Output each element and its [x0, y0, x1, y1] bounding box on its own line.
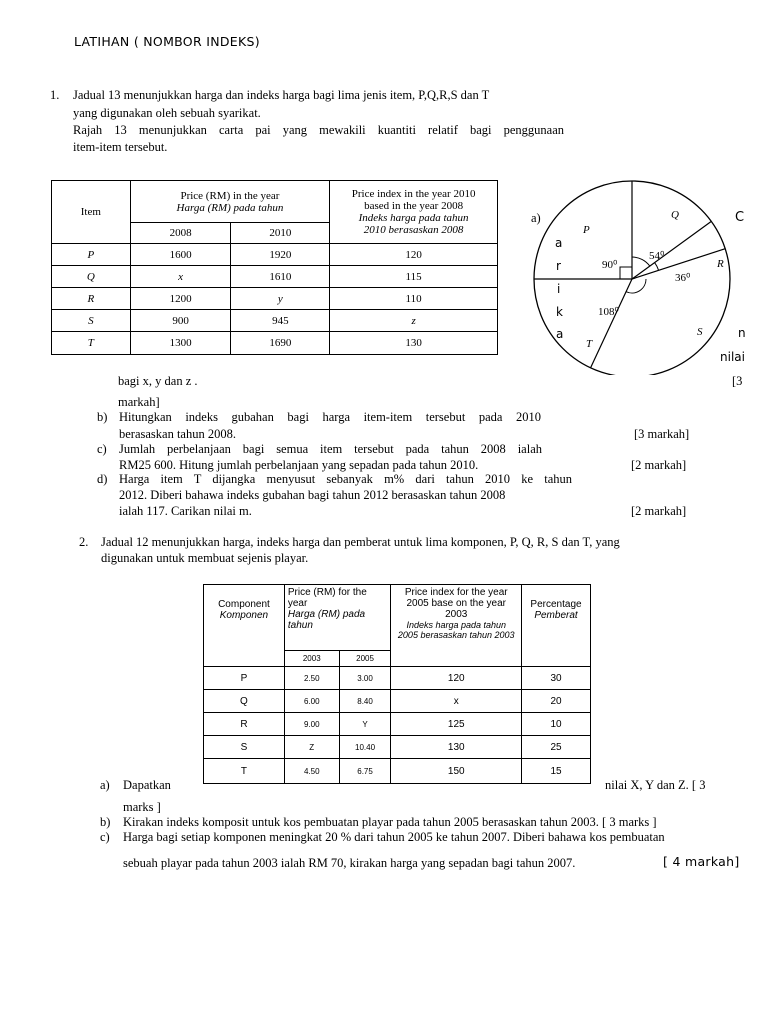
q2-intro-line2: digunakan untuk membuat sejenis playar.: [101, 551, 309, 565]
cell-item: P: [52, 244, 131, 266]
cell-index: x: [391, 690, 522, 713]
cell-index: 130: [330, 332, 498, 355]
q1-c-line1: Jumlah perbelanjaan bagi semua item tersebut pada tahun 2008 ialah: [119, 442, 542, 456]
pie-label-r: R: [717, 258, 724, 270]
q1-b-line1: Hitungkan indeks gubahan bagi harga item-item tersebut pada 2010: [119, 410, 541, 424]
q1-c-line2: RM25 600. Hitung jumlah perbelanjaan yang sepadan pada tahun 2010.: [119, 458, 479, 472]
q1-intro-line4: item-item tersebut.: [73, 140, 168, 154]
cell-price-2005: Y: [339, 713, 391, 736]
cell-percentage: 30: [522, 667, 591, 690]
cell-percentage: 10: [522, 713, 591, 736]
q1-b-line2: berasaskan tahun 2008.: [119, 427, 236, 441]
q2-a-dapatkan: Dapatkan: [123, 778, 171, 792]
cell-price-2010: 1920: [231, 244, 330, 266]
cell-price-2005: 10.40: [339, 736, 391, 759]
cell-price-2010: 1610: [231, 266, 330, 288]
header-year-2005: 2005: [339, 651, 391, 667]
q2-intro-line1: Jadual 12 menunjukkan harga, indeks harga dan pemberat untuk lima komponen, P, Q, R, S dan T, yang: [101, 535, 620, 549]
header-year-2008: 2008: [130, 223, 231, 244]
q1-a-letter-n: n: [738, 326, 746, 340]
cell-index: 150: [391, 759, 522, 784]
table-row: [52, 266, 498, 288]
q1-a-bagi: bagi x, y dan z .: [118, 374, 198, 388]
cell-item: Q: [52, 266, 131, 288]
cell-price-2003: Z: [284, 736, 339, 759]
angle-54: 54⁰: [649, 250, 665, 262]
angle-36: 36⁰: [675, 272, 691, 284]
table-row: [52, 288, 498, 310]
header-year-2010: 2010: [231, 223, 330, 244]
cell-index: 120: [330, 244, 498, 266]
angle-arc-36: [655, 263, 659, 271]
cell-component: S: [204, 736, 285, 759]
q2-c-label: c): [100, 830, 110, 844]
q1-a-vertical-1: a: [555, 236, 563, 250]
q2-a-marks: marks ]: [123, 800, 161, 814]
q1-c-mark: [2 markah]: [631, 458, 687, 472]
table-row: [52, 244, 498, 266]
cell-price-2010: y: [231, 288, 330, 310]
cell-price-2005: 3.00: [339, 667, 391, 690]
q1-a-vertical-2: r: [556, 259, 561, 273]
cell-index: 130: [391, 736, 522, 759]
table-row: [204, 736, 591, 759]
right-angle-marker: [620, 267, 632, 279]
table-row: [52, 332, 498, 355]
header-price: Price (RM) in the year Harga (RM) pada tahun: [130, 181, 330, 223]
cell-index: 120: [391, 667, 522, 690]
q1-d-line2: 2012. Diberi bahawa indeks gubahan bagi tahun 2012 berasaskan tahun 2008: [119, 488, 506, 502]
cell-price-2005: 6.75: [339, 759, 391, 784]
table-12: [203, 584, 591, 784]
q2-number: 2.: [79, 535, 89, 549]
cell-percentage: 20: [522, 690, 591, 713]
pie-label-t: T: [586, 338, 593, 350]
table-row: [204, 690, 591, 713]
table-row: [204, 667, 591, 690]
q1-d-mark: [2 markah]: [631, 504, 687, 518]
cell-index: 125: [391, 713, 522, 736]
pie-label-q: Q: [671, 209, 679, 221]
table-header-row: [204, 585, 591, 651]
cell-component: T: [204, 759, 285, 784]
table-header-row: [52, 181, 498, 223]
q1-c-label: c): [97, 442, 107, 456]
header-year-2003: 2003: [284, 651, 339, 667]
cell-price-2010: 1690: [231, 332, 330, 355]
table-row: [52, 310, 498, 332]
cell-price-2010: 945: [231, 310, 330, 332]
cell-price-2008: 1600: [130, 244, 231, 266]
cell-price-2003: 9.00: [284, 713, 339, 736]
q2-b-label: b): [100, 815, 111, 829]
cell-price-2003: 6.00: [284, 690, 339, 713]
header-price: Price (RM) for the year Harga (RM) pada tahun: [284, 585, 391, 651]
cell-price-2003: 4.50: [284, 759, 339, 784]
q1-intro-line1: Jadual 13 menunjukkan harga dan indeks harga bagi lima jenis item, P,Q,R,S dan T: [73, 88, 490, 102]
angle-108: 108⁰: [598, 306, 619, 318]
cell-item: R: [52, 288, 131, 310]
q1-b-mark: [3 markah]: [634, 427, 690, 441]
header-component: Component Komponen: [204, 585, 285, 667]
table-13: [51, 180, 498, 355]
cell-item: T: [52, 332, 131, 355]
q1-d-label: d): [97, 472, 108, 486]
table-row: [204, 713, 591, 736]
q1-number: 1.: [50, 88, 60, 102]
q1-a-mark-open: [3: [732, 374, 743, 388]
header-item: Item: [52, 181, 131, 244]
header-index: Price index in the year 2010 based in the year 2008 Indeks harga pada tahun 2010 berasaskan 2008: [330, 181, 498, 244]
cell-price-2008: 1200: [130, 288, 231, 310]
q2-a-label: a): [100, 778, 110, 792]
cell-price-2003: 2.50: [284, 667, 339, 690]
cell-percentage: 15: [522, 759, 591, 784]
q2-c-line1: Harga bagi setiap komponen meningkat 20 % dari tahun 2005 ke tahun 2007. Diberi bahawa kos pembuatan: [123, 830, 665, 844]
page-title: LATIHAN ( NOMBOR INDEKS): [74, 34, 260, 49]
pie-label-p: P: [583, 224, 590, 236]
cell-price-2005: 8.40: [339, 690, 391, 713]
cell-price-2008: 1300: [130, 332, 231, 355]
cell-component: P: [204, 667, 285, 690]
q1-a-vertical-5: a: [556, 327, 564, 341]
q1-a-nilai: nilai: [720, 350, 745, 364]
q2-b-line1: Kirakan indeks komposit untuk kos pembuatan playar pada tahun 2005 berasaskan tahun 2003. [ 3 marks ]: [123, 815, 657, 829]
angle-arc-54: [632, 257, 650, 266]
q1-a-label: a): [531, 211, 541, 225]
angle-90: 90⁰: [602, 259, 618, 271]
q1-d-line1: Harga item T dijangka menyusut sebanyak m% dari tahun 2010 ke tahun: [119, 472, 572, 486]
q2-a-rest: nilai X, Y dan Z. [ 3: [605, 778, 706, 792]
q1-a-mark-close: markah]: [118, 395, 160, 409]
q2-c-mark: [ 4 markah]: [663, 854, 740, 869]
q1-intro-line2: yang digunakan oleh sebuah syarikat.: [73, 106, 261, 120]
cell-price-2008: 900: [130, 310, 231, 332]
header-percentage: Percentage Pemberat: [522, 585, 591, 667]
q1-a-letter-c: C: [735, 210, 745, 225]
cell-price-2008: x: [130, 266, 231, 288]
pie-label-s: S: [697, 326, 703, 338]
q1-b-label: b): [97, 410, 108, 424]
q1-a-vertical-4: k: [556, 305, 563, 319]
q1-a-vertical-3: i: [557, 282, 561, 296]
cell-percentage: 25: [522, 736, 591, 759]
q1-intro-line3: Rajah 13 menunjukkan carta pai yang mewakili kuantiti relatif bagi penggunaan: [73, 123, 564, 137]
cell-index: 110: [330, 288, 498, 310]
table-row: [204, 759, 591, 784]
pie-boundary-qr: [632, 221, 711, 279]
cell-index: z: [330, 310, 498, 332]
pie-chart: [520, 175, 760, 375]
cell-index: 115: [330, 266, 498, 288]
cell-item: S: [52, 310, 131, 332]
q2-c-line2: sebuah playar pada tahun 2003 ialah RM 70, kirakan harga yang sepadan bagi tahun 2007.: [123, 856, 576, 870]
q1-d-line3: ialah 117. Carikan nilai m.: [119, 504, 252, 518]
cell-component: Q: [204, 690, 285, 713]
pie-boundary-st: [591, 279, 632, 368]
cell-component: R: [204, 713, 285, 736]
header-index: Price index for the year 2005 base on the year 2003 Indeks harga pada tahun 2005 berasaskan tahun 2003: [391, 585, 522, 667]
